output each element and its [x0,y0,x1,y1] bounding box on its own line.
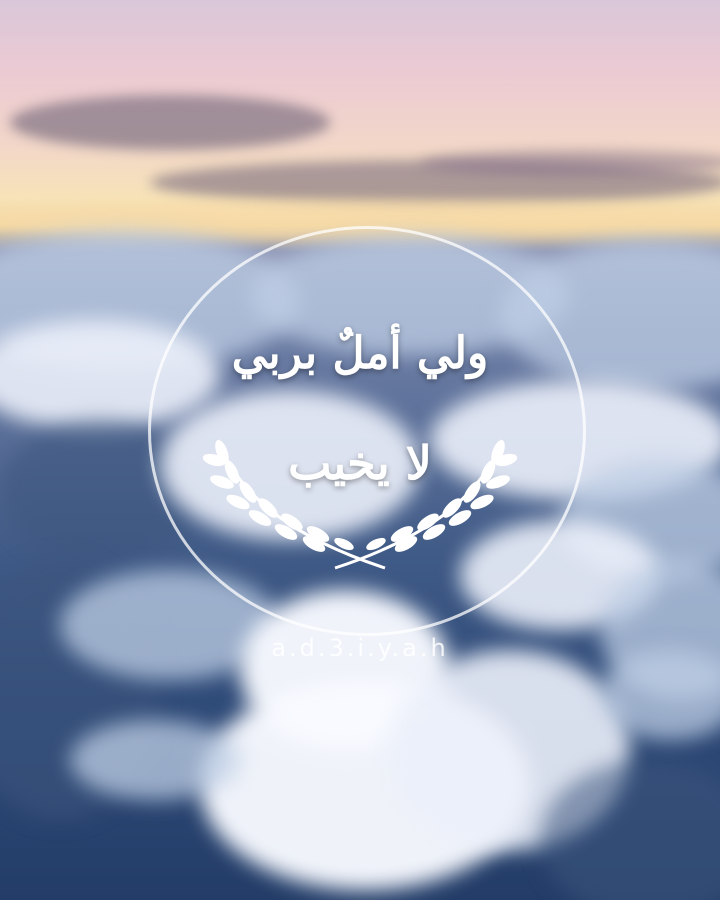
watermark-text: a.d.3.i.y.a.h [271,634,449,662]
quote-line-2: لا يخيب [288,436,432,490]
quote-line-1: ولي أملٌ بربي [231,328,489,379]
